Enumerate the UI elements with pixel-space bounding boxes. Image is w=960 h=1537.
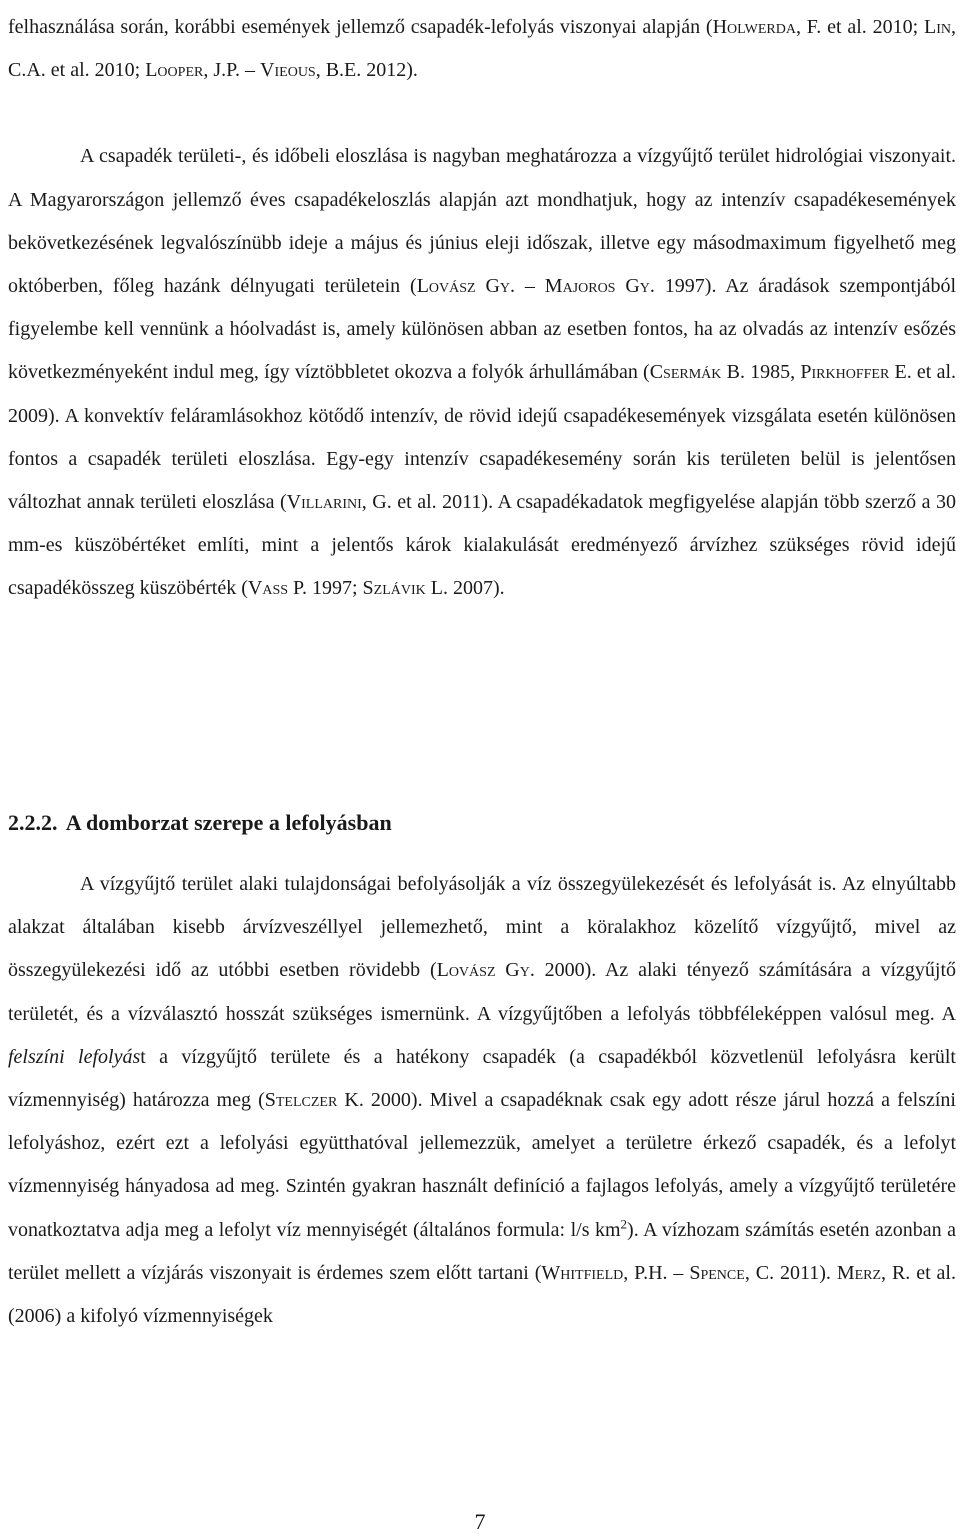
text-run: B. 1985,	[721, 361, 801, 384]
text-run: felhasználása során, korábbi események jellemző csapadék-lefolyás viszonyai alapján (	[8, 16, 713, 38]
section-number: 2.2.2.	[8, 810, 58, 835]
text-run: , R. et al. (2006) a kifolyó vízmennyiségek	[8, 1261, 956, 1328]
text-run: . 2000). Az alaki tényező számítására a vízgyűjtő területét, és a vízválasztó hosszát szükséges ismernünk. A vízgyűjtőben a lefolyás többféleképpen valósul meg. A	[8, 959, 956, 1025]
citation-author: Whitfield	[541, 1261, 624, 1284]
text-run: A csapadék területi-, és időbeli eloszlása is nagyban meghatározza a vízgyűjtő terület hidrológiai viszonyait. A Magyarországon jellemző éves csapadékeloszlás alapján azt mondhatjuk, hogy az intenzív csapadékesemények bekövetkezésének legvalószínübb ideje a május és június eleji időszak, illetve egy másodmaximum figyelhető meg októberben, főleg hazánk délnyugati területein (	[8, 145, 956, 298]
citation-author: Looper	[145, 59, 204, 82]
text-run: , C. 2011).	[744, 1261, 837, 1284]
section-title: A domborzat szerepe a lefolyásban	[65, 810, 392, 835]
page-number: 7	[474, 1509, 486, 1534]
citation-author: Spence	[689, 1261, 745, 1284]
text-run: , F. et al. 2010;	[795, 16, 924, 38]
citation-author: Csermák	[649, 361, 722, 384]
citation-author: Villarini	[286, 491, 362, 514]
citation-author: Szlávik	[362, 577, 426, 600]
citation-author: Lovász Gy	[436, 959, 530, 982]
text-run: K. 2000). Mivel a csapadéknak csak egy adott része járul hozzá a felszíni lefolyáshoz, ezért ezt a lefolyási együtthatóval jellemezzük, amelyet a területre érkező csapadék, és a lefolyt vízmennyiség hányadosa ad meg. Szintén gyakran használt definíció a fajlagos lefolyás, amely a vízgyűjtő területére vonatkoztatva adja meg a lefolyt víz mennyiségét (általános formula: l/s km	[8, 1089, 956, 1241]
text-run: , G. et al. 2011). A csapadékadatok megfigyelése alapján több szerző a 30 mm-es küszöbértéket említi, mint a jelentős károk kialakulását eredményező árvízhez szükséges rövid idejű csapadékösszeg küszöbérték (	[8, 491, 956, 600]
paragraph-relief	[8, 863, 956, 1338]
citation-author: Holwerda	[712, 16, 796, 38]
citation-author: Lin	[924, 16, 951, 38]
text-run: P. 1997;	[288, 577, 363, 600]
text-run: ). A vízhozam számítás esetén azonban a terület mellett a vízjárás viszonyait is érdemes szem előtt tartani (	[8, 1218, 956, 1284]
document-page	[8, 0, 957, 1328]
paragraph-precipitation	[8, 135, 956, 610]
text-run: , C.A. et al. 2010;	[8, 16, 956, 82]
text-run: . –	[510, 275, 545, 298]
citation-author: Lovász Gy	[416, 275, 511, 298]
section-heading	[8, 808, 392, 838]
citation-author: Pirkhoffer	[800, 361, 890, 384]
text-run: . 1997). Az áradások szempontjából figyelembe kell vennünk a hóolvadást is, amely különösen abban az esetben fontos, ha az olvadás az intenzív esőzés következményeként indul meg, így víztöbbletet okozva a folyók árhullámában (	[8, 275, 957, 384]
citation-author: Stelczer	[264, 1089, 338, 1112]
citation-author: Vass	[247, 577, 289, 600]
citation-author: Majoros Gy	[544, 275, 650, 298]
text-run: , J.P. –	[203, 59, 261, 82]
text-run: t a vízgyűjtő területe és a hatékony csapadék (a csapadékból közvetlenül lefolyásra került vízmennyiség) határozza meg (	[8, 1045, 956, 1112]
text-run: E. et al. 2009). A konvektív feláramlásokhoz kötődő intenzív, de rövid idejű csapadékesemények vizsgálata esetén különösen fontos a csapadék területi eloszlása. Egy-egy intenzív csapadékesemény során kis területen belül is jelentősen változhat annak területi eloszlása (	[8, 361, 957, 514]
italic-term: felszíni lefolyás	[8, 1045, 141, 1068]
text-run: A vízgyűjtő terület alaki tulajdonságai befolyásolják a víz összegyülekezését és lefolyását is. Az elnyúltabb alakzat általában kisebb árvízveszéllyel jellemezhető, mint a köralakhoz közelítő vízgyűjtő, mivel az összegyülekezési idő az utóbbi esetben rövidebb (	[8, 873, 956, 982]
citation-author: Merz	[836, 1261, 882, 1284]
text-run: L. 2007).	[425, 577, 505, 600]
text-run: , P.H. –	[623, 1261, 690, 1284]
paragraph-continuation	[8, 0, 956, 92]
citation-author: Vieous	[260, 59, 316, 82]
superscript: 2	[620, 1215, 628, 1231]
text-run: , B.E. 2012).	[315, 59, 418, 82]
